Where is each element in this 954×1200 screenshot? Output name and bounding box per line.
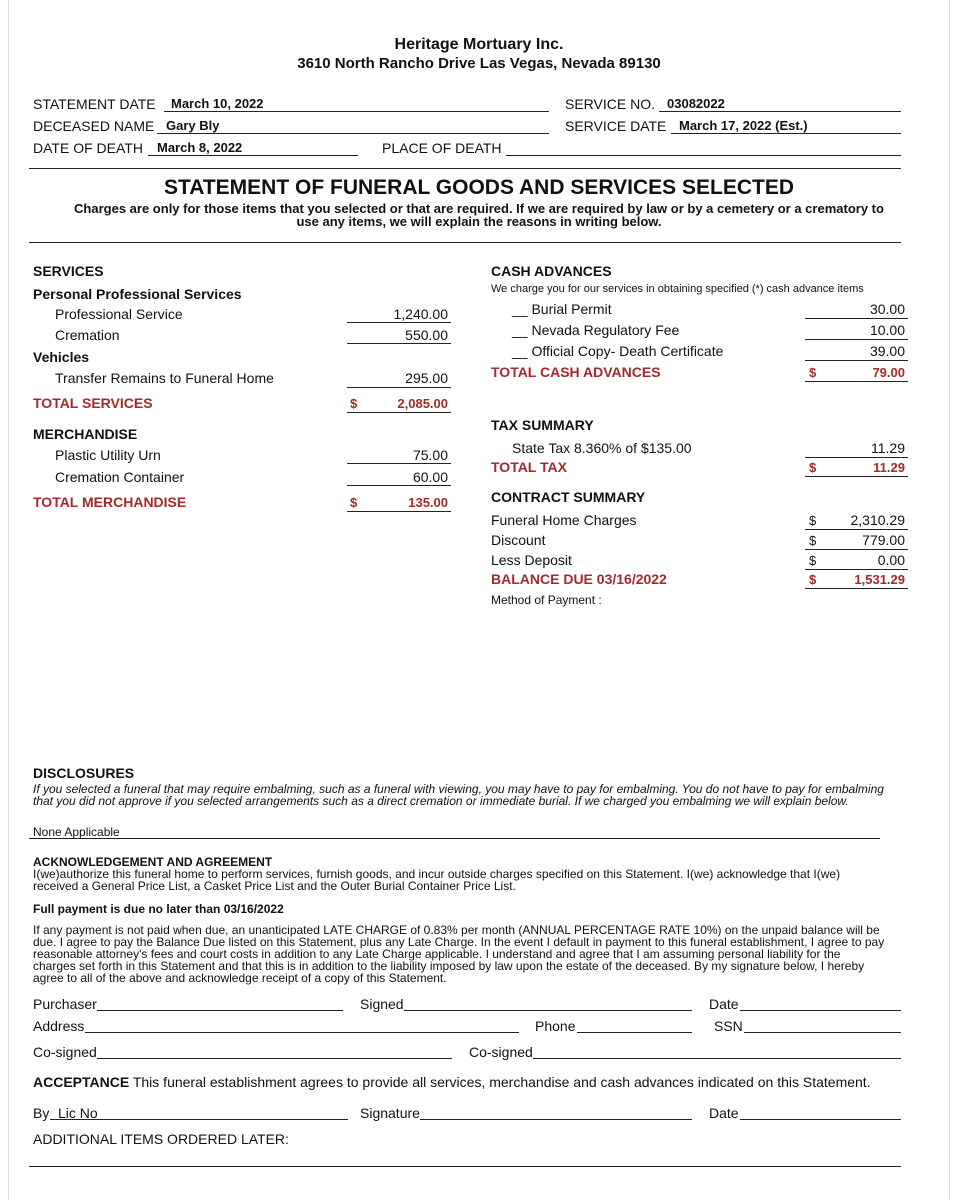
service-date-line: [671, 133, 901, 134]
method-of-payment-label: Method of Payment :: [491, 593, 602, 607]
amount-underline: [805, 318, 908, 319]
less-deposit-label: Less Deposit: [491, 552, 572, 568]
service-item-amount: 1,240.00: [393, 306, 448, 322]
deceased-name-value: Gary Bly: [166, 118, 220, 133]
divider: [29, 242, 901, 243]
date-of-death-label: DATE OF DEATH: [33, 140, 143, 156]
amount-underline: [805, 529, 908, 530]
total-merchandise-currency: $: [350, 495, 358, 510]
total-services-currency: $: [350, 396, 358, 411]
cash-advance-item-label: __ Burial Permit: [512, 301, 612, 317]
amount-underline: [347, 511, 451, 512]
statement-page: [8, 0, 950, 1200]
cosigned-label: Co-signed: [33, 1044, 97, 1060]
total-tax-amount: 11.29: [873, 460, 905, 475]
amount-underline: [805, 476, 908, 477]
amount-underline: [347, 412, 451, 413]
merchandise-item-amount: 75.00: [412, 447, 448, 463]
amount-underline: [347, 463, 451, 464]
less-deposit-currency: $: [809, 553, 817, 568]
contract-summary-heading: CONTRACT SUMMARY: [491, 489, 646, 505]
amount-underline: [805, 569, 908, 570]
cash-advance-item-label: __ Official Copy- Death Certificate: [512, 343, 724, 359]
date-field[interactable]: [740, 1010, 901, 1011]
amount-underline: [805, 588, 908, 589]
disclosures-value: None Applicable: [33, 825, 120, 839]
signed-field[interactable]: [404, 1010, 692, 1011]
amount-underline: [805, 457, 908, 458]
funeral-home-charges-currency: $: [809, 513, 817, 528]
service-date-label: SERVICE DATE: [565, 118, 667, 134]
total-merchandise-label: TOTAL MERCHANDISE: [33, 494, 187, 510]
total-merchandise-amount: 135.00: [408, 495, 448, 510]
professional-services-heading: Personal Professional Services: [33, 286, 242, 302]
statement-date-label: STATEMENT DATE: [33, 96, 156, 112]
merchandise-item-amount: 60.00: [412, 469, 448, 485]
ssn-field[interactable]: [744, 1032, 901, 1033]
services-heading: SERVICES: [33, 263, 104, 279]
balance-due-label: BALANCE DUE 03/16/2022: [491, 571, 667, 587]
deceased-name-line: [157, 133, 549, 134]
total-tax-currency: $: [809, 460, 817, 475]
total-cash-advances-amount: 79.00: [872, 365, 905, 380]
disclosures-line: [29, 838, 880, 839]
acceptance-statement: [33, 1074, 871, 1090]
company-address: 3610 North Rancho Drive Las Vegas, Nevada 89130: [297, 55, 661, 72]
acceptance-label: ACCEPTANCE: [33, 1074, 130, 1090]
acknowledgement-heading: ACKNOWLEDGEMENT AND AGREEMENT: [33, 855, 273, 869]
date-of-death-value: March 8, 2022: [157, 140, 243, 155]
phone-label: Phone: [535, 1018, 576, 1034]
statement-date-line: [164, 111, 549, 112]
amount-underline: [347, 485, 451, 486]
cash-advances-note: We charge you for our services in obtaining specified (*) cash advance items: [491, 283, 864, 295]
disclosures-text: If you selected a funeral that may require embalming, such as a funeral with viewing, you may have to pay for embalming. You do not have to pay for embalming that you did not approve if you selected arrangements such as a direct cremation or immediate burial. If we charged you embalming we will explain below.: [33, 782, 884, 808]
merchandise-item-label: Plastic Utility Urn: [55, 447, 161, 463]
state-tax-amount: 11.29: [871, 440, 905, 456]
balance-due-amount: 1,531.29: [854, 572, 905, 587]
statement-date-value: March 10, 2022: [171, 96, 264, 111]
amount-underline: [347, 387, 451, 388]
signature-field[interactable]: [420, 1119, 692, 1120]
full-payment-due: Full payment is due no later than 03/16/2022: [33, 902, 284, 916]
service-no-line: [659, 111, 901, 112]
less-deposit-amount: 0.00: [877, 552, 905, 568]
cash-advance-item-amount: 30.00: [869, 301, 905, 317]
date-label: Date: [709, 996, 739, 1012]
purchaser-field[interactable]: [97, 1010, 343, 1011]
amount-underline: [805, 339, 908, 340]
amount-underline: [805, 360, 908, 361]
total-services-amount: 2,085.00: [397, 396, 448, 411]
phone-field[interactable]: [577, 1032, 692, 1033]
tax-summary-heading: TAX SUMMARY: [491, 417, 594, 433]
signed-label: Signed: [360, 996, 404, 1012]
total-tax-label: TOTAL TAX: [491, 459, 567, 475]
additional-items-line[interactable]: [29, 1166, 901, 1167]
late-charge-text: If any payment is not paid when due, an unanticipated LATE CHARGE of 0.83% per month (ANNUAL PERCENTAGE RATE 10%) on the unpaid balance will be due. I agree to pay the Balance Due listed on this Statement, plus any Late Charge. In the event I default in payment to this funeral establishment, I agree to pay reasonable attorney's fees and court costs in addition to any Late Charge applicable. I understand and agree that I am assuming personal liability for the charges set forth in this Statement and that this is in addition to the liability imposed by law upon the estate of the deceased. By my signature below, I hereby agree to all of the above and acknowledge receipt of a copy of this Statement.: [33, 923, 885, 985]
service-item-label: Professional Service: [55, 306, 183, 322]
service-no-label: SERVICE NO.: [565, 96, 655, 112]
cosigned-label: Co-signed: [469, 1044, 533, 1060]
state-tax-label: State Tax 8.360% of $135.00: [512, 440, 692, 456]
amount-underline: [347, 343, 451, 344]
vehicle-item-label: Transfer Remains to Funeral Home: [55, 370, 274, 386]
total-cash-advances-currency: $: [809, 365, 817, 380]
cosigned-field[interactable]: [97, 1058, 452, 1059]
amount-underline: [347, 322, 451, 323]
vehicle-item-amount: 295.00: [405, 370, 448, 386]
additional-items-label: ADDITIONAL ITEMS ORDERED LATER:: [33, 1131, 289, 1147]
place-of-death-label: PLACE OF DEATH: [382, 140, 502, 156]
discount-currency: $: [809, 533, 817, 548]
cash-advances-heading: CASH ADVANCES: [491, 263, 612, 279]
vehicles-heading: Vehicles: [33, 349, 90, 365]
divider: [29, 168, 901, 169]
lic-no-label: Lic No: [58, 1105, 98, 1121]
acknowledgement-text: I(we)authorize this funeral home to perform services, furnish goods, and incur outside charges specified on this Statement. I(we) acknowledge that I(we) received a General Price List, a Casket Price List and the Outer Burial Container Price List.: [33, 867, 841, 893]
statement-title: STATEMENT OF FUNERAL GOODS AND SERVICES SELECTED: [163, 176, 795, 199]
service-date-value: March 17, 2022 (Est.): [679, 118, 808, 133]
balance-due-currency: $: [809, 572, 817, 587]
acceptance-text: This funeral establishment agrees to provide all services, merchandise and cash advances indicated on this Statement.: [132, 1074, 871, 1090]
company-name: Heritage Mortuary Inc.: [394, 36, 564, 53]
discount-amount: 779.00: [862, 532, 905, 548]
signature-label: Signature: [360, 1105, 420, 1121]
ssn-label: SSN: [714, 1018, 743, 1034]
deceased-name-label: DECEASED NAME: [33, 118, 155, 134]
merchandise-heading: MERCHANDISE: [33, 426, 138, 442]
cash-advance-item-label: __ Nevada Regulatory Fee: [512, 322, 680, 338]
place-of-death-line: [506, 155, 901, 156]
by-label: By: [33, 1105, 50, 1121]
merchandise-item-label: Cremation Container: [55, 469, 185, 485]
amount-underline: [805, 549, 908, 550]
disclosures-heading: DISCLOSURES: [33, 765, 135, 781]
statement-subtitle-1: Charges are only for those items that you selected or that are required. If we are required by law or by a cemetery or a crematory to: [74, 201, 884, 216]
address-field[interactable]: [85, 1032, 519, 1033]
service-no-value: 03082022: [667, 96, 725, 111]
amount-underline: [805, 381, 908, 382]
funeral-home-charges-amount: 2,310.29: [850, 512, 905, 528]
funeral-home-charges-label: Funeral Home Charges: [491, 512, 637, 528]
cosigned-field[interactable]: [533, 1058, 901, 1059]
cash-advance-item-amount: 39.00: [869, 343, 905, 359]
date-of-death-line: [148, 155, 358, 156]
discount-label: Discount: [491, 532, 546, 548]
cash-advance-item-amount: 10.00: [869, 322, 905, 338]
acceptance-date-label: Date: [709, 1105, 739, 1121]
service-item-label: Cremation: [55, 327, 120, 343]
total-cash-advances-label: TOTAL CASH ADVANCES: [491, 364, 661, 380]
address-label: Address: [33, 1018, 85, 1034]
total-services-label: TOTAL SERVICES: [33, 395, 153, 411]
service-item-amount: 550.00: [405, 327, 448, 343]
purchaser-label: Purchaser: [33, 996, 97, 1012]
acceptance-date-field[interactable]: [740, 1119, 901, 1120]
statement-subtitle-2: use any items, we will explain the reasons in writing below.: [296, 214, 662, 229]
